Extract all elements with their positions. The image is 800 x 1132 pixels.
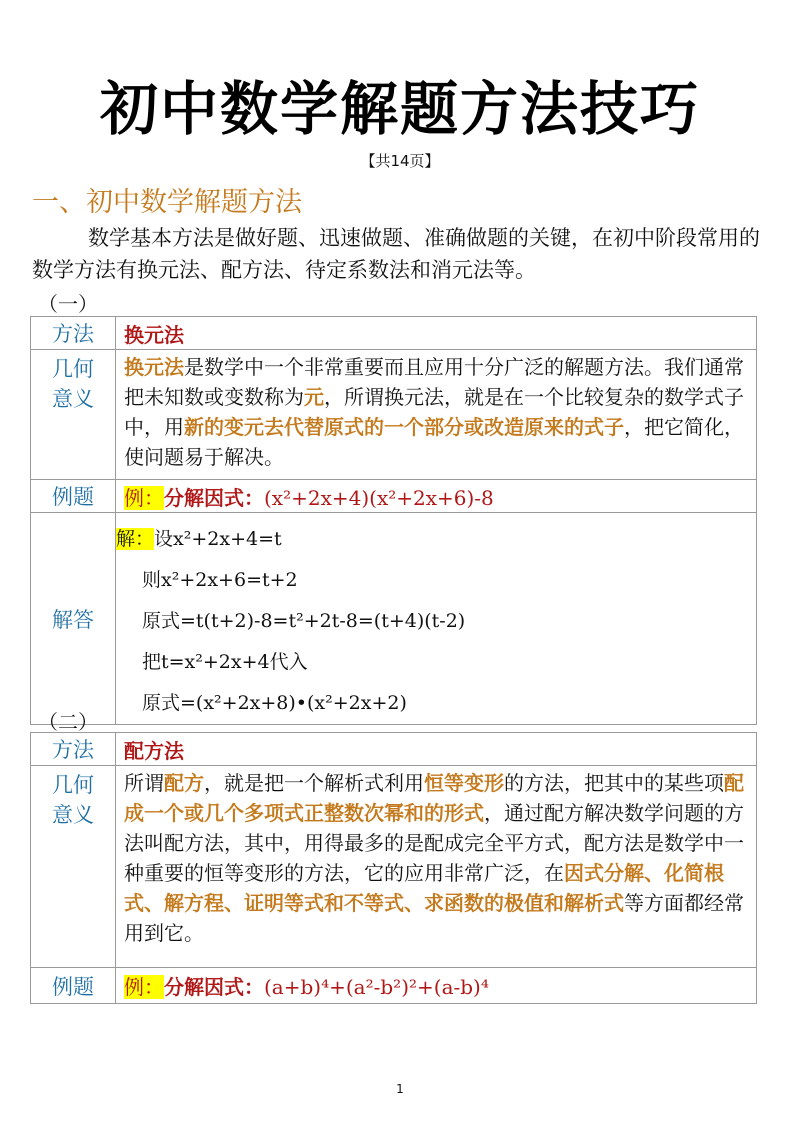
solution-prefix: 解： xyxy=(116,528,155,550)
text-segment: 是数学中一个非常重要而且应用十分广泛的解题方法。我们通常把未知数或变数称为 xyxy=(124,355,744,409)
meaning-label-line-2: 意义 xyxy=(52,803,94,827)
solution-line: 原式=t(t+2)-8=t²+2t-8=(t+4)(t-2) xyxy=(142,610,466,632)
method-cell xyxy=(116,733,757,766)
example-cell xyxy=(116,480,757,513)
page-number: 1 xyxy=(396,1082,404,1096)
part-label-1: （一） xyxy=(38,292,98,316)
solution-line: 则x²+2x+6=t+2 xyxy=(142,569,298,591)
example-cell xyxy=(116,968,757,1004)
example-name: 分解因式： xyxy=(164,975,264,999)
example-line xyxy=(116,486,494,510)
text-segment: ，通过配方解决数学问题的方法叫配方法，其中，用得最多的是配成完全平方式，配方法是数学中一种重要的恒等变形的方法，它的应用非常广泛，在 xyxy=(124,801,744,885)
meaning-cell xyxy=(116,766,757,968)
meaning-label-line-1: 几何 xyxy=(52,357,94,381)
example-expression: (a+b)⁴+(a²-b²)²+(a-b)⁴ xyxy=(264,975,489,999)
highlighted-term: 配方 xyxy=(164,771,204,795)
text-segment: 的方法，把其中的某些项 xyxy=(504,771,724,795)
method-table-1 xyxy=(30,316,757,725)
example-name: 分解因式： xyxy=(164,485,264,510)
meaning-label xyxy=(31,350,116,480)
intro-paragraph: 数学基本方法是做好题、迅速做题、准确做题的关键，在初中阶段常用的数学方法有换元法、配方法、待定系数法和消元法等。 xyxy=(32,226,760,282)
method-label: 方法 xyxy=(31,317,116,350)
highlighted-term: 新的变元去代替原式的一个部分或改造原来的式子 xyxy=(184,415,624,439)
text-segment: ，所谓换元法，就是在一个比较复杂的数学式子中，用 xyxy=(124,385,744,439)
method-name: 配方法 xyxy=(124,738,184,763)
example-prefix: 例： xyxy=(124,975,164,999)
example-line xyxy=(116,975,489,999)
example-prefix: 例： xyxy=(124,485,164,510)
meaning-label xyxy=(31,766,116,968)
example-expression: (x²+2x+4)(x²+2x+6)-8 xyxy=(264,485,494,510)
example-label: 例题 xyxy=(31,480,116,513)
method-name: 换元法 xyxy=(124,322,184,347)
part-label-2: （二） xyxy=(38,710,98,734)
example-label: 例题 xyxy=(31,968,116,1004)
highlighted-term: 因式分解、化简根式、解方程、证明等式和不等式、求函数的极值和解析式 xyxy=(124,861,724,915)
solution-step: 设x²+2x+4=t xyxy=(154,528,282,550)
meaning-text xyxy=(116,766,756,952)
solution-label: 解答 xyxy=(31,513,116,725)
section-heading: 一、初中数学解题方法 xyxy=(32,187,302,218)
text-segment: ，把它简化，使问题易于解决。 xyxy=(124,415,744,469)
meaning-label-line-1: 几何 xyxy=(52,773,94,797)
highlighted-term: 元 xyxy=(304,385,324,409)
method-table-2 xyxy=(30,732,757,1004)
meaning-label-line-2: 意义 xyxy=(52,387,94,411)
highlighted-term: 换元法 xyxy=(124,355,184,379)
highlighted-term: 配成一个或几个多项式正整数次幂和的形式 xyxy=(124,771,744,825)
text-segment: ，就是把一个解析式利用 xyxy=(204,771,424,795)
meaning-text xyxy=(116,350,756,476)
solution-line: 原式=(x²+2x+8)•(x²+2x+2) xyxy=(142,692,407,714)
solution-line xyxy=(116,519,756,560)
page-count: 【共14页】 xyxy=(360,152,440,170)
text-segment: 所谓 xyxy=(124,771,164,795)
solution-cell xyxy=(116,513,757,725)
document-title: 初中数学解题方法技巧 xyxy=(99,75,700,143)
text-segment: 等方面都经常用到它。 xyxy=(124,891,744,945)
method-cell xyxy=(116,317,757,350)
highlighted-term: 恒等变形 xyxy=(424,771,504,795)
meaning-cell xyxy=(116,350,757,480)
method-label: 方法 xyxy=(31,733,116,766)
solution-line: 把t=x²+2x+4代入 xyxy=(142,651,308,673)
